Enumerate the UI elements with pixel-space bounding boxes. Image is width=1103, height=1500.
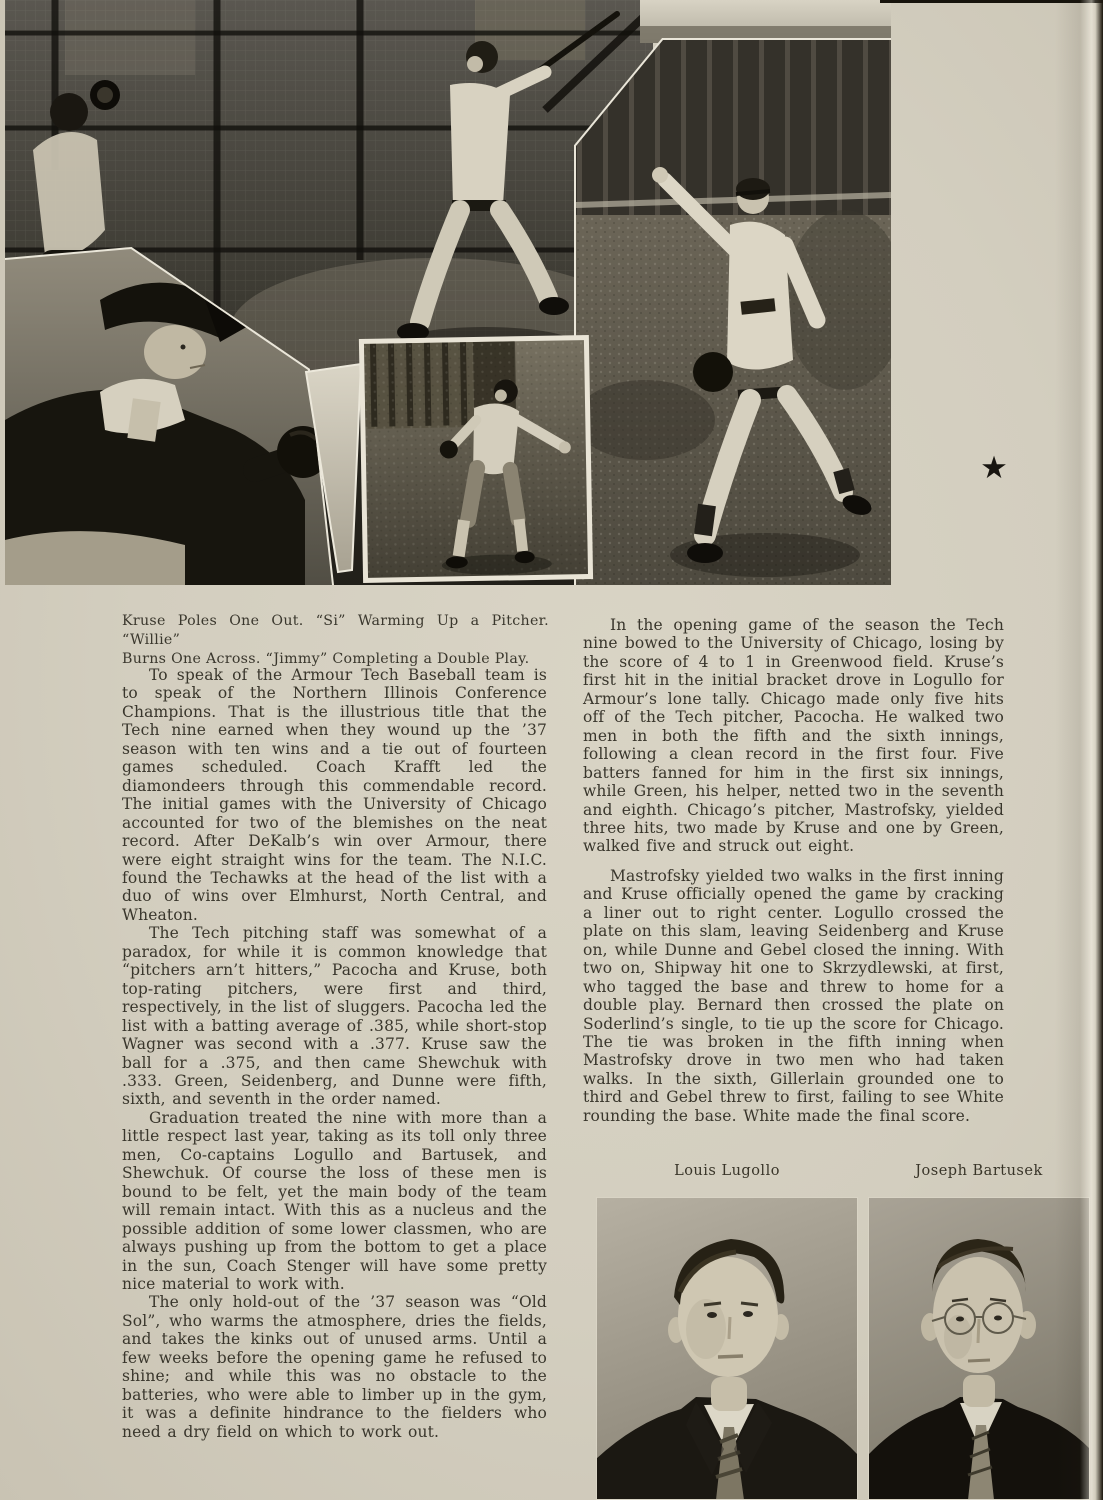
paragraph-opening-game: In the opening game of the season the Tech nine bowed to the University of Chicago, losing by the score of 4 to 1 in Greenwood field. Kruse’s first hit in the initial bracket drove in Logullo for Armour’s lone tally. Chicago made only five hits off of the Tech pitcher, Pacocha. He walked two men in both the fifth and the sixth innings, following a clean record in the first four. Five batters fanned for him in the first six innings, while Green, his helper, netted two in the seventh and eighth. Chicago’s pitcher, Mastrofsky, yielded three hits, two made by Kruse and one by Green, walked five and struck out eight. bbox=[583, 616, 1004, 856]
star-icon: ★ bbox=[980, 450, 1008, 486]
portrait-name-bartusek: Joseph Bartusek bbox=[915, 1163, 1043, 1179]
background-strip-photo bbox=[640, 0, 891, 43]
paragraph-pitching-staff: The Tech pitching staff was somewhat of a paradox, for while it is common knowledge that “pitchers arn’t hitters,” Pacocha and Kruse, both top-rating pitchers, were first and third, respectively, in the list of sluggers. Pacocha led the list with a batting average of .385, while short-stop Wagner was second with a .377. Kruse saw the ball for a .375, and then came Shewchuk with .333. Green, Seidenberg, and Dunne were fifth, sixth, and seventh in the order named. bbox=[122, 924, 547, 1109]
caption-line-2: Burns One Across. “Jimmy” Completing a Double Play. bbox=[122, 651, 530, 667]
pitcher-photo bbox=[575, 40, 891, 585]
page-top-edge bbox=[880, 0, 1103, 3]
paragraph-old-sol: The only hold-out of the ’37 season was “Old Sol”, who warms the atmosphere, dries the fields, and takes the kinks out of unused arms. Until a few weeks before the opening game he refused to shine; and while this was no obstacle to the batteries, who were able to limber up in the gym, it was a definite hindrance to the fielders who need a dry field on which to work out. bbox=[122, 1293, 547, 1441]
paragraph-graduation: Graduation treated the nine with more than a little respect last year, taking as its toll only three men, Co-captains Logullo and Bartusek, and Shewchuk. Of course the loss of these men is bound to be felt, yet the main body of the team will remain intact. With this as a nucleus and the possible addition of some lower classmen, who are always pushing up from the bottom to get a place in the sun, Coach Stenger will have some pretty nice material to work with. bbox=[122, 1108, 547, 1293]
paragraph-game-detail: Mastrofsky yielded two walks in the first inning and Kruse officially opened the game by cracking a liner out to right center. Logullo crossed the plate on this slam, leaving Seidenberg and Kruse on, while Dunne and Gebel closed the inning. With two on, Shipway hit one to Skrzydlewski, at first, who tagged the base and threw to home for a double play. Bernard then crossed the plate on Soderlind’s single, to tie up the score for Chicago. The tie was broken in the fifth inning when Mastrofsky drove in two men who had taken walks. In the sixth, Gillerlain grounded one to third and Gebel threw to first, failing to see White rounding the base. White made the final score. bbox=[583, 866, 1004, 1125]
throwing-player-photo bbox=[359, 335, 593, 583]
photo-collage bbox=[5, 0, 891, 585]
photo-caption bbox=[122, 612, 549, 669]
right-column bbox=[583, 616, 1004, 1125]
caption-line-1: Kruse Poles One Out. “Si” Warming Up a Pitcher. “Willie” bbox=[122, 613, 549, 648]
portrait-photo-bartusek bbox=[868, 1197, 1090, 1500]
left-column bbox=[122, 666, 547, 1441]
portrait-photo-lugollo bbox=[596, 1197, 858, 1500]
paragraph-season-summary: To speak of the Armour Tech Baseball team is to speak of the Northern Illinois Conference Champions. That is the illustrious title that the Tech nine earned when they wound up the ’37 season with ten wins and a tie out of fourteen games scheduled. Coach Krafft led the diamondeers through this commendable record. The initial games with the University of Chicago accounted for two of the blemishes on the neat record. After DeKalb’s win over Armour, there were eight straight wins for the team. The N.I.C. found the Techawks at the head of the list with a duo of wins over Elmhurst, North Central, and Wheaton. bbox=[122, 666, 547, 924]
portrait-name-lugollo: Louis Lugollo bbox=[674, 1163, 780, 1179]
